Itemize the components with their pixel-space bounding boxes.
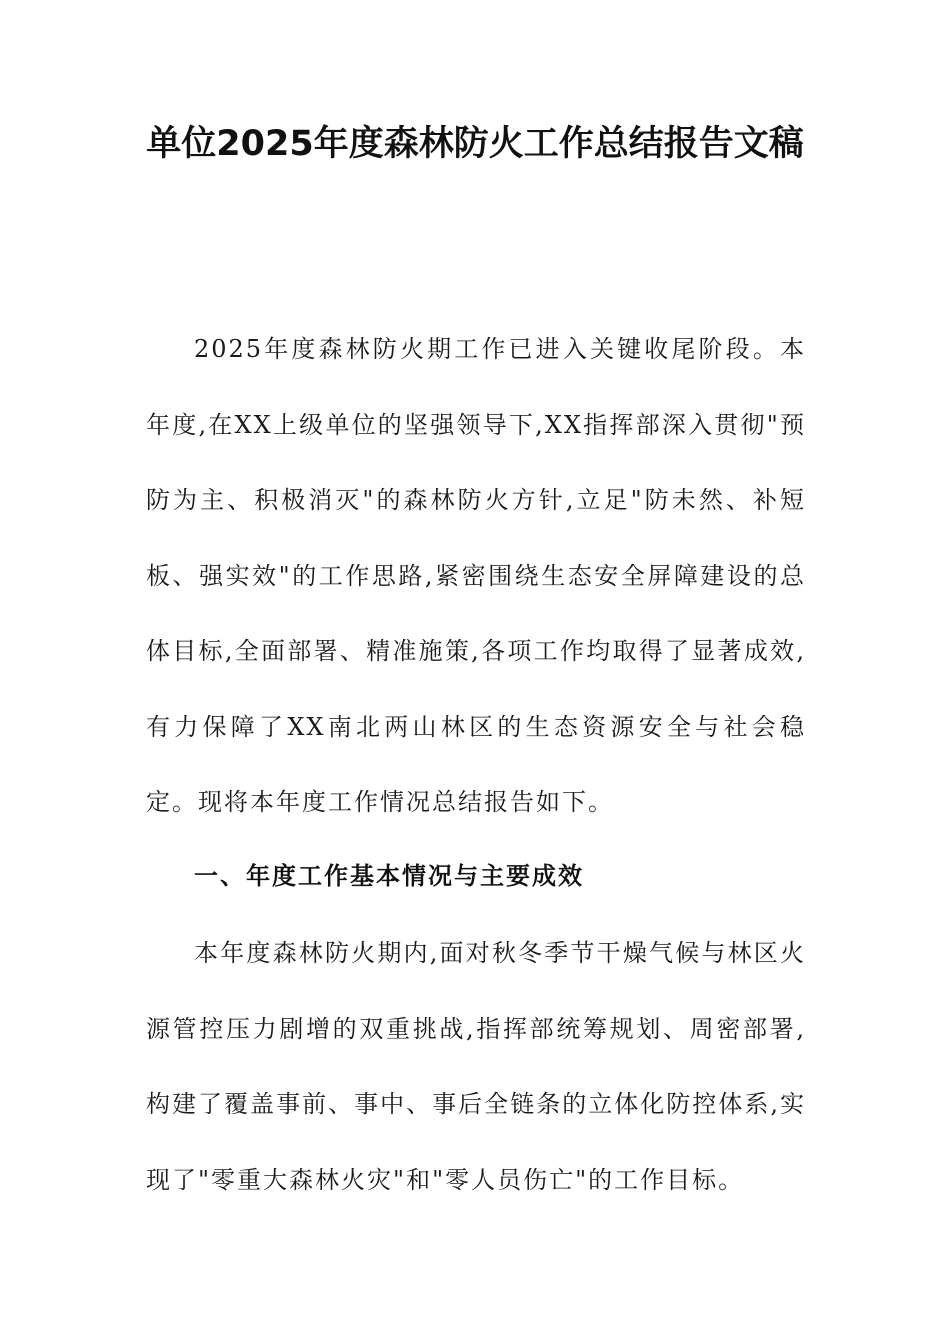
paragraph-intro <box>146 312 806 841</box>
paragraph-section-1 <box>146 916 806 1218</box>
paragraph-text: 2025年度森林防火期工作已进入关键收尾阶段。本年度,在XX上级单位的坚强领导下,XX指挥部深入贯彻"预防为主、积极消灭"的森林防火方针,立足"防未然、补短板、强实效"的工作思路,紧密围绕生态安全屏障建设的总体目标,全面部署、精准施策,各项工作均取得了显著成效,有力保障了XX南北两山林区的生态资源安全与社会稳定。现将本年度工作情况总结报告如下。 <box>146 335 806 816</box>
document-title: 单位2025年度森林防火工作总结报告文稿 <box>146 124 804 164</box>
paragraph-text: 本年度森林防火期内,面对秋冬季节干燥气候与林区火源管控压力剧增的双重挑战,指挥部统筹规划、周密部署,构建了覆盖事前、事中、事后全链条的立体化防控体系,实现了"零重大森林火灾"和"零人员伤亡"的工作目标。 <box>146 939 806 1194</box>
section-heading: 一、年度工作基本情况与主要成效 <box>194 861 584 890</box>
